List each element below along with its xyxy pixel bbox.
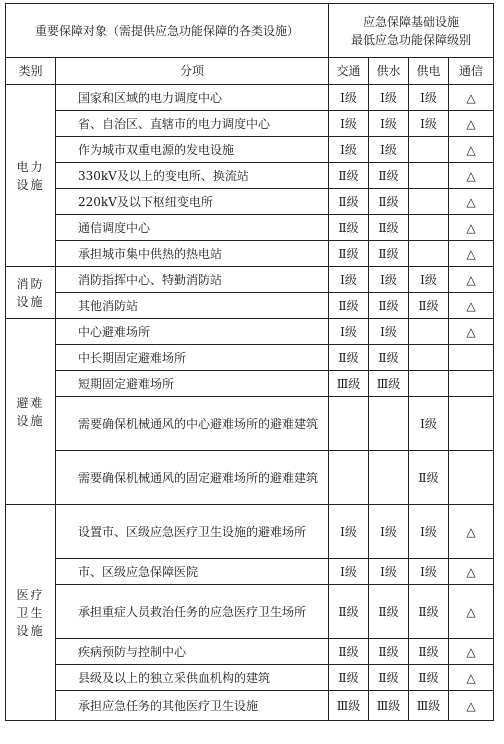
traffic-level-cell: Ⅱ级	[329, 189, 369, 215]
comm-level-cell: △	[449, 189, 494, 215]
table-row	[6, 665, 494, 691]
category-cell	[6, 319, 56, 505]
comm-level-cell: △	[449, 319, 494, 345]
traffic-level-cell: Ⅰ级	[329, 505, 369, 559]
category-label: 消防设施	[16, 276, 45, 309]
table-row	[6, 293, 494, 319]
power-level-cell: Ⅰ级	[409, 111, 449, 137]
table-row	[6, 137, 494, 163]
traffic-level-cell: Ⅲ级	[329, 691, 369, 721]
item-cell: 疾病预防与控制中心	[56, 639, 329, 665]
water-level-cell: Ⅱ级	[369, 345, 409, 371]
comm-level-cell: △	[449, 293, 494, 319]
table-row	[6, 241, 494, 267]
item-cell: 承担应急任务的其他医疗卫生设施	[56, 691, 329, 721]
water-level-cell: Ⅱ级	[369, 665, 409, 691]
table-row	[6, 267, 494, 293]
col-comm-header: 通信	[449, 58, 494, 85]
header-row-columns	[6, 58, 494, 85]
header-right-line2: 最低应急功能保障级别	[351, 32, 472, 47]
table-row	[6, 585, 494, 639]
water-level-cell: Ⅱ级	[369, 241, 409, 267]
table-row	[6, 371, 494, 397]
water-level-cell: Ⅱ级	[369, 189, 409, 215]
comm-level-cell: △	[449, 585, 494, 639]
category-label: 电力设施	[16, 159, 45, 192]
traffic-level-cell	[329, 451, 369, 505]
col-category-header: 类别	[6, 58, 56, 85]
header-right-title	[329, 4, 494, 58]
power-level-cell: Ⅱ级	[409, 665, 449, 691]
power-level-cell: Ⅱ级	[409, 451, 449, 505]
power-level-cell: Ⅲ级	[409, 691, 449, 721]
traffic-level-cell: Ⅰ级	[329, 267, 369, 293]
comm-level-cell: △	[449, 267, 494, 293]
table-row	[6, 639, 494, 665]
item-cell: 330kV及以上的变电所、换流站	[56, 163, 329, 189]
water-level-cell: Ⅰ级	[369, 505, 409, 559]
traffic-level-cell: Ⅱ级	[329, 639, 369, 665]
power-level-cell: Ⅱ级	[409, 585, 449, 639]
item-cell: 需要确保机械通风的中心避难场所的避难建筑	[56, 397, 329, 451]
category-cell	[6, 85, 56, 267]
table-row	[6, 319, 494, 345]
traffic-level-cell: Ⅰ级	[329, 319, 369, 345]
traffic-level-cell	[329, 397, 369, 451]
water-level-cell: Ⅱ级	[369, 215, 409, 241]
water-level-cell	[369, 397, 409, 451]
comm-level-cell	[449, 451, 494, 505]
table-row	[6, 505, 494, 559]
comm-level-cell: △	[449, 163, 494, 189]
table-row	[6, 163, 494, 189]
comm-level-cell: △	[449, 85, 494, 111]
table-row	[6, 111, 494, 137]
comm-level-cell: △	[449, 691, 494, 721]
table-body	[6, 4, 494, 721]
power-level-cell: Ⅰ级	[409, 85, 449, 111]
water-level-cell: Ⅰ级	[369, 559, 409, 585]
header-left-title: 重要保障对象（需提供应急功能保障的各类设施）	[6, 4, 329, 58]
item-cell: 通信调度中心	[56, 215, 329, 241]
water-level-cell	[369, 451, 409, 505]
item-cell: 消防指挥中心、特勤消防站	[56, 267, 329, 293]
col-traffic-header: 交通	[329, 58, 369, 85]
power-level-cell: Ⅰ级	[409, 267, 449, 293]
comm-level-cell	[449, 345, 494, 371]
water-level-cell: Ⅱ级	[369, 293, 409, 319]
table-row	[6, 559, 494, 585]
header-row-top	[6, 4, 494, 58]
item-cell: 作为城市双重电源的发电设施	[56, 137, 329, 163]
header-right-line1: 应急保障基础设施	[363, 14, 460, 29]
table-row	[6, 691, 494, 721]
category-cell	[6, 505, 56, 721]
power-level-cell: Ⅰ级	[409, 559, 449, 585]
comm-level-cell: △	[449, 137, 494, 163]
power-level-cell	[409, 241, 449, 267]
traffic-level-cell: Ⅱ级	[329, 585, 369, 639]
category-label: 医疗卫生设施	[16, 587, 45, 638]
item-cell: 省、自治区、直辖市的电力调度中心	[56, 111, 329, 137]
category-cell	[6, 267, 56, 319]
water-level-cell: Ⅰ级	[369, 267, 409, 293]
water-level-cell: Ⅰ级	[369, 85, 409, 111]
traffic-level-cell: Ⅰ级	[329, 111, 369, 137]
water-level-cell: Ⅲ级	[369, 371, 409, 397]
comm-level-cell: △	[449, 559, 494, 585]
table-row	[6, 397, 494, 451]
col-power-header: 供电	[409, 58, 449, 85]
col-item-header: 分项	[56, 58, 329, 85]
traffic-level-cell: Ⅱ级	[329, 665, 369, 691]
item-cell: 中心避难场所	[56, 319, 329, 345]
traffic-level-cell: Ⅲ级	[329, 371, 369, 397]
item-cell: 中长期固定避难场所	[56, 345, 329, 371]
power-level-cell: Ⅱ级	[409, 639, 449, 665]
traffic-level-cell: Ⅱ级	[329, 293, 369, 319]
traffic-level-cell: Ⅱ级	[329, 241, 369, 267]
power-level-cell: Ⅰ级	[409, 397, 449, 451]
comm-level-cell: △	[449, 639, 494, 665]
table-row	[6, 215, 494, 241]
power-level-cell: Ⅰ级	[409, 505, 449, 559]
table-row	[6, 345, 494, 371]
comm-level-cell	[449, 397, 494, 451]
table-row	[6, 189, 494, 215]
item-cell: 市、区级应急保障医院	[56, 559, 329, 585]
comm-level-cell: △	[449, 241, 494, 267]
item-cell: 需要确保机械通风的固定避难场所的避难建筑	[56, 451, 329, 505]
comm-level-cell: △	[449, 111, 494, 137]
water-level-cell: Ⅱ级	[369, 585, 409, 639]
col-water-header: 供水	[369, 58, 409, 85]
guarantee-level-table	[5, 3, 494, 721]
water-level-cell: Ⅱ级	[369, 639, 409, 665]
power-level-cell	[409, 371, 449, 397]
comm-level-cell	[449, 371, 494, 397]
item-cell: 短期固定避难场所	[56, 371, 329, 397]
item-cell: 县级及以上的独立采供血机构的建筑	[56, 665, 329, 691]
water-level-cell: Ⅰ级	[369, 319, 409, 345]
item-cell: 承担重症人员救治任务的应急医疗卫生场所	[56, 585, 329, 639]
comm-level-cell: △	[449, 665, 494, 691]
power-level-cell	[409, 319, 449, 345]
traffic-level-cell: Ⅱ级	[329, 163, 369, 189]
traffic-level-cell: Ⅰ级	[329, 559, 369, 585]
item-cell: 国家和区域的电力调度中心	[56, 85, 329, 111]
traffic-level-cell: Ⅱ级	[329, 345, 369, 371]
category-label: 避难设施	[16, 395, 45, 428]
power-level-cell	[409, 345, 449, 371]
table-row	[6, 451, 494, 505]
traffic-level-cell: Ⅰ级	[329, 137, 369, 163]
table-row	[6, 85, 494, 111]
traffic-level-cell: Ⅱ级	[329, 215, 369, 241]
comm-level-cell: △	[449, 215, 494, 241]
comm-level-cell: △	[449, 505, 494, 559]
traffic-level-cell: Ⅰ级	[329, 85, 369, 111]
water-level-cell: Ⅰ级	[369, 111, 409, 137]
item-cell: 其他消防站	[56, 293, 329, 319]
power-level-cell	[409, 189, 449, 215]
item-cell: 设置市、区级应急医疗卫生设施的避难场所	[56, 505, 329, 559]
water-level-cell: Ⅰ级	[369, 137, 409, 163]
water-level-cell: Ⅲ级	[369, 691, 409, 721]
water-level-cell: Ⅱ级	[369, 163, 409, 189]
power-level-cell	[409, 215, 449, 241]
power-level-cell	[409, 137, 449, 163]
item-cell: 承担城市集中供热的热电站	[56, 241, 329, 267]
item-cell: 220kV及以下枢纽变电所	[56, 189, 329, 215]
power-level-cell	[409, 163, 449, 189]
power-level-cell: Ⅱ级	[409, 293, 449, 319]
